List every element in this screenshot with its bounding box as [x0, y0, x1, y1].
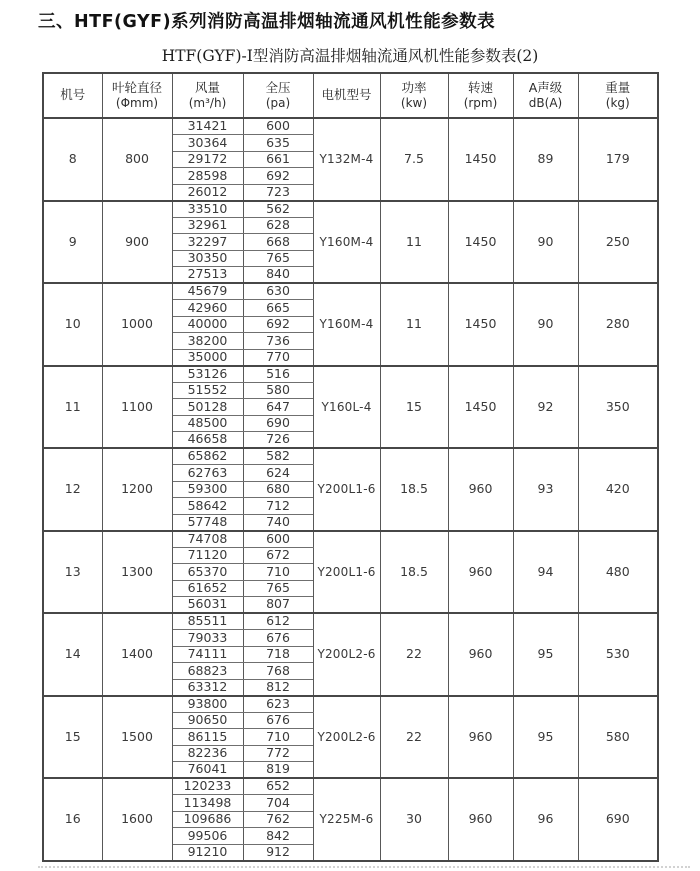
column-header-pres	[243, 73, 313, 118]
column-header-label: 转速	[467, 79, 493, 95]
air-flow-cell: 91210	[172, 844, 243, 861]
noise-level-cell: 93	[513, 448, 578, 531]
air-flow-cell: 61652	[172, 580, 243, 597]
motor-model-cell: Y200L1-6	[313, 448, 380, 531]
power-cell: 11	[380, 283, 448, 366]
impeller-diameter-cell: 1200	[102, 448, 172, 531]
air-flow-cell: 40000	[172, 316, 243, 333]
total-pressure-cell: 718	[243, 646, 313, 663]
air-flow-cell: 53126	[172, 366, 243, 383]
total-pressure-cell: 582	[243, 448, 313, 465]
spec-row	[43, 531, 658, 548]
fan-performance-table	[42, 72, 659, 862]
air-flow-cell: 79033	[172, 630, 243, 647]
total-pressure-cell: 762	[243, 811, 313, 828]
weight-cell: 530	[578, 613, 658, 696]
total-pressure-cell: 600	[243, 118, 313, 135]
machine-no-cell: 15	[43, 696, 102, 779]
column-header-weight	[578, 73, 658, 118]
noise-level-cell: 89	[513, 118, 578, 201]
table-header	[43, 73, 658, 118]
spec-row	[43, 118, 658, 135]
total-pressure-cell: 612	[243, 613, 313, 630]
column-header-unit: (kw)	[400, 95, 428, 110]
total-pressure-cell: 770	[243, 349, 313, 366]
spec-row	[43, 201, 658, 218]
column-header-no	[43, 73, 102, 118]
motor-model-cell: Y160M-4	[313, 283, 380, 366]
noise-level-cell: 95	[513, 613, 578, 696]
air-flow-cell: 99506	[172, 828, 243, 845]
air-flow-cell: 28598	[172, 168, 243, 185]
total-pressure-cell: 840	[243, 267, 313, 284]
total-pressure-cell: 676	[243, 712, 313, 729]
air-flow-cell: 90650	[172, 712, 243, 729]
speed-cell: 960	[448, 531, 513, 614]
column-header-label: 风量	[194, 79, 220, 95]
motor-model-cell: Y200L1-6	[313, 531, 380, 614]
noise-level-cell: 90	[513, 201, 578, 284]
spec-row	[43, 778, 658, 795]
column-header-label: 全压	[265, 79, 291, 95]
weight-cell: 250	[578, 201, 658, 284]
bottom-divider	[38, 866, 690, 868]
air-flow-cell: 30364	[172, 135, 243, 152]
column-header-label: 电机型号	[321, 87, 372, 103]
machine-no-cell: 8	[43, 118, 102, 201]
motor-model-cell: Y132M-4	[313, 118, 380, 201]
column-header-unit: (pa)	[265, 95, 291, 110]
air-flow-cell: 38200	[172, 333, 243, 350]
header-row	[43, 73, 658, 118]
total-pressure-cell: 768	[243, 663, 313, 680]
noise-level-cell: 90	[513, 283, 578, 366]
total-pressure-cell: 628	[243, 217, 313, 234]
total-pressure-cell: 680	[243, 481, 313, 498]
motor-model-cell: Y160M-4	[313, 201, 380, 284]
total-pressure-cell: 772	[243, 745, 313, 762]
motor-model-cell: Y225M-6	[313, 778, 380, 861]
total-pressure-cell: 661	[243, 151, 313, 168]
column-header-label: 功率	[401, 79, 427, 95]
air-flow-cell: 76041	[172, 762, 243, 779]
total-pressure-cell: 807	[243, 597, 313, 614]
total-pressure-cell: 912	[243, 844, 313, 861]
air-flow-cell: 58642	[172, 498, 243, 515]
impeller-diameter-cell: 800	[102, 118, 172, 201]
spec-row	[43, 696, 658, 713]
motor-model-cell: Y160L-4	[313, 366, 380, 449]
weight-cell: 580	[578, 696, 658, 779]
air-flow-cell: 26012	[172, 184, 243, 201]
power-cell: 18.5	[380, 448, 448, 531]
air-flow-cell: 71120	[172, 547, 243, 564]
air-flow-cell: 85511	[172, 613, 243, 630]
air-flow-cell: 93800	[172, 696, 243, 713]
machine-no-cell: 12	[43, 448, 102, 531]
total-pressure-cell: 692	[243, 168, 313, 185]
total-pressure-cell: 635	[243, 135, 313, 152]
air-flow-cell: 48500	[172, 415, 243, 432]
speed-cell: 1450	[448, 201, 513, 284]
motor-model-cell: Y200L2-6	[313, 613, 380, 696]
air-flow-cell: 32961	[172, 217, 243, 234]
power-cell: 30	[380, 778, 448, 861]
total-pressure-cell: 690	[243, 415, 313, 432]
air-flow-cell: 109686	[172, 811, 243, 828]
air-flow-cell: 113498	[172, 795, 243, 812]
air-flow-cell: 56031	[172, 597, 243, 614]
air-flow-cell: 35000	[172, 349, 243, 366]
air-flow-cell: 50128	[172, 399, 243, 416]
column-header-noise	[513, 73, 578, 118]
total-pressure-cell: 516	[243, 366, 313, 383]
total-pressure-cell: 630	[243, 283, 313, 300]
speed-cell: 960	[448, 778, 513, 861]
speed-cell: 960	[448, 448, 513, 531]
air-flow-cell: 30350	[172, 250, 243, 267]
total-pressure-cell: 726	[243, 432, 313, 449]
total-pressure-cell: 710	[243, 564, 313, 581]
noise-level-cell: 94	[513, 531, 578, 614]
machine-no-cell: 13	[43, 531, 102, 614]
total-pressure-cell: 765	[243, 580, 313, 597]
air-flow-cell: 74111	[172, 646, 243, 663]
impeller-diameter-cell: 1400	[102, 613, 172, 696]
table-body	[43, 118, 658, 861]
air-flow-cell: 86115	[172, 729, 243, 746]
impeller-diameter-cell: 1100	[102, 366, 172, 449]
noise-level-cell: 92	[513, 366, 578, 449]
total-pressure-cell: 647	[243, 399, 313, 416]
power-cell: 11	[380, 201, 448, 284]
total-pressure-cell: 676	[243, 630, 313, 647]
column-header-label: A声级	[528, 79, 563, 95]
machine-no-cell: 16	[43, 778, 102, 861]
column-header-flow	[172, 73, 243, 118]
table-subtitle: HTF(GYF)-I型消防高温排烟轴流通风机性能参数表(2)	[161, 47, 539, 65]
speed-cell: 960	[448, 696, 513, 779]
air-flow-cell: 68823	[172, 663, 243, 680]
air-flow-cell: 33510	[172, 201, 243, 218]
machine-no-cell: 10	[43, 283, 102, 366]
column-header-label: 重量	[605, 79, 631, 95]
total-pressure-cell: 652	[243, 778, 313, 795]
column-header-unit: (kg)	[605, 95, 630, 110]
total-pressure-cell: 692	[243, 316, 313, 333]
power-cell: 22	[380, 613, 448, 696]
impeller-diameter-cell: 1300	[102, 531, 172, 614]
weight-cell: 280	[578, 283, 658, 366]
air-flow-cell: 31421	[172, 118, 243, 135]
total-pressure-cell: 710	[243, 729, 313, 746]
total-pressure-cell: 704	[243, 795, 313, 812]
air-flow-cell: 59300	[172, 481, 243, 498]
column-header-unit: (Φmm)	[115, 95, 159, 110]
column-header-unit: (m³/h)	[188, 95, 227, 110]
machine-no-cell: 14	[43, 613, 102, 696]
air-flow-cell: 63312	[172, 679, 243, 696]
total-pressure-cell: 600	[243, 531, 313, 548]
speed-cell: 1450	[448, 118, 513, 201]
impeller-diameter-cell: 900	[102, 201, 172, 284]
air-flow-cell: 29172	[172, 151, 243, 168]
air-flow-cell: 32297	[172, 234, 243, 251]
machine-no-cell: 9	[43, 201, 102, 284]
total-pressure-cell: 562	[243, 201, 313, 218]
total-pressure-cell: 812	[243, 679, 313, 696]
weight-cell: 480	[578, 531, 658, 614]
page-title: 三、HTF(GYF)系列消防高温排烟轴流通风机性能参数表	[38, 12, 496, 32]
speed-cell: 960	[448, 613, 513, 696]
total-pressure-cell: 723	[243, 184, 313, 201]
total-pressure-cell: 624	[243, 465, 313, 482]
noise-level-cell: 96	[513, 778, 578, 861]
column-header-motor	[313, 73, 380, 118]
weight-cell: 350	[578, 366, 658, 449]
air-flow-cell: 51552	[172, 382, 243, 399]
spec-row	[43, 613, 658, 630]
power-cell: 7.5	[380, 118, 448, 201]
air-flow-cell: 65862	[172, 448, 243, 465]
spec-row	[43, 448, 658, 465]
air-flow-cell: 27513	[172, 267, 243, 284]
machine-no-cell: 11	[43, 366, 102, 449]
total-pressure-cell: 668	[243, 234, 313, 251]
air-flow-cell: 62763	[172, 465, 243, 482]
total-pressure-cell: 736	[243, 333, 313, 350]
spec-row	[43, 366, 658, 383]
total-pressure-cell: 623	[243, 696, 313, 713]
total-pressure-cell: 765	[243, 250, 313, 267]
total-pressure-cell: 712	[243, 498, 313, 515]
total-pressure-cell: 665	[243, 300, 313, 317]
air-flow-cell: 65370	[172, 564, 243, 581]
power-cell: 22	[380, 696, 448, 779]
power-cell: 15	[380, 366, 448, 449]
spec-row	[43, 283, 658, 300]
air-flow-cell: 120233	[172, 778, 243, 795]
column-header-power	[380, 73, 448, 118]
impeller-diameter-cell: 1500	[102, 696, 172, 779]
column-header-unit: (rpm)	[463, 95, 498, 110]
air-flow-cell: 42960	[172, 300, 243, 317]
column-header-dia	[102, 73, 172, 118]
total-pressure-cell: 819	[243, 762, 313, 779]
air-flow-cell: 74708	[172, 531, 243, 548]
speed-cell: 1450	[448, 366, 513, 449]
column-header-speed	[448, 73, 513, 118]
air-flow-cell: 46658	[172, 432, 243, 449]
column-header-unit: dB(A)	[528, 95, 563, 110]
impeller-diameter-cell: 1000	[102, 283, 172, 366]
power-cell: 18.5	[380, 531, 448, 614]
air-flow-cell: 82236	[172, 745, 243, 762]
air-flow-cell: 45679	[172, 283, 243, 300]
total-pressure-cell: 672	[243, 547, 313, 564]
impeller-diameter-cell: 1600	[102, 778, 172, 861]
weight-cell: 179	[578, 118, 658, 201]
column-header-label: 机号	[60, 87, 86, 103]
total-pressure-cell: 740	[243, 514, 313, 531]
weight-cell: 690	[578, 778, 658, 861]
weight-cell: 420	[578, 448, 658, 531]
speed-cell: 1450	[448, 283, 513, 366]
air-flow-cell: 57748	[172, 514, 243, 531]
column-header-label: 叶轮直径	[111, 79, 162, 95]
motor-model-cell: Y200L2-6	[313, 696, 380, 779]
total-pressure-cell: 580	[243, 382, 313, 399]
noise-level-cell: 95	[513, 696, 578, 779]
total-pressure-cell: 842	[243, 828, 313, 845]
